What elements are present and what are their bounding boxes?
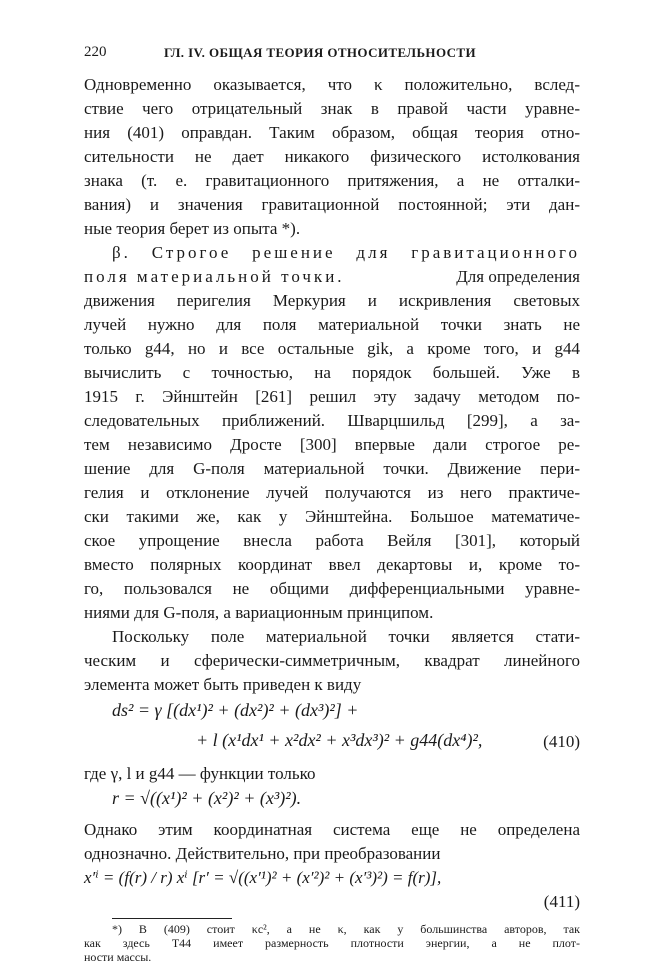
text-line: сительности не дает никакого физического истолкования [84, 147, 580, 166]
running-title: ГЛ. IV. ОБЩАЯ ТЕОРИЯ ОТНОСИТЕЛЬНОСТИ [164, 45, 476, 60]
text-line: движения перигелия Меркурия и искривления световых [84, 291, 580, 310]
text-line: 1915 г. Эйнштейн [261] решил эту задачу методом по- [84, 387, 580, 406]
text-line: однозначно. Действительно, при преобразовании [84, 844, 441, 863]
text-line: ния (401) оправдан. Таким образом, общая теория отно- [84, 123, 580, 142]
equation-number: (411) [543, 892, 580, 911]
text-line: Однако этим координатная система еще не определена [84, 820, 580, 839]
text-line: вместо полярных координат ввел декартовы и, кроме то- [84, 555, 580, 574]
text-line: лучей нужно для поля материальной точки знать не [84, 315, 580, 334]
text-line: где γ, l и g44 — функции только [84, 764, 316, 783]
text-line: шение для G-поля материальной точки. Движение пери- [84, 459, 580, 478]
text-line: Поскольку поле материальной точки является стати- [112, 627, 580, 646]
section-heading-cont: поля материальной точки. [84, 267, 345, 286]
footnote-rule [112, 918, 232, 919]
text-line: знака (т. е. гравитационного притяжения, а не отталки- [84, 171, 580, 190]
text-line: вания) и значения гравитационной постоянной; эти дан- [84, 195, 580, 214]
text-fragment: Для определения [456, 267, 580, 286]
equation-line: ds² = γ [(dx¹)² + (dx²)² + (dx³)²] + [112, 700, 359, 720]
text-line: только g44, но и все остальные gik, а кроме того, и g44 [84, 339, 580, 358]
text-line: вычислить с точностью, на порядок большей. Уже в [84, 363, 580, 382]
text-line: тем независимо Дросте [300] впервые дали строгое ре- [84, 435, 580, 454]
text-line: элемента может быть приведен к виду [84, 675, 362, 694]
equation-number: (410) [543, 732, 580, 751]
equation-r: r = √((x¹)² + (x²)² + (x³)²). [112, 788, 302, 808]
text-line: гелия и отклонение лучей получаются из него практиче- [84, 483, 580, 502]
equation-line: + l (x¹dx¹ + x²dx² + x³dx³)² + g44(dx⁴)², [196, 730, 483, 750]
footnote-line: *) В (409) стоит κc², а не κ, как у большинства авторов, так [112, 922, 580, 936]
text-line: ниями для G-поля, а вариационным принципом. [84, 603, 434, 622]
text-line: ски такими же, как у Эйнштейна. Большое математиче- [84, 507, 580, 526]
text-line: ское упрощение внесла работа Вейля [301], который [84, 531, 580, 550]
text-line [84, 265, 580, 289]
text-line: ствие чего отрицательный знак в правой части уравне- [84, 99, 580, 118]
text-line: ческим и сферически-симметричным, квадрат линейного [84, 651, 580, 670]
text-line: ные теория берет из опыта *). [84, 219, 301, 238]
page-header [84, 44, 580, 66]
text-line: Одновременно оказывается, что κ положительно, вслед- [84, 75, 580, 94]
footnote-line: как здесь T44 имеет размерность плотности энергии, а не плот- [84, 936, 580, 950]
footnote-line: ности массы. [84, 950, 152, 964]
text-line: го, пользовался не общими дифференциальными уравне- [84, 579, 580, 598]
page-number: 220 [84, 44, 107, 60]
text-line: следовательных приближений. Шварцшильд [299], а за- [84, 411, 580, 430]
section-heading: β. Строгое решение для гравитационного [112, 243, 580, 262]
equation-line: x′ⁱ = (f(r) / r) xⁱ [r′ = √((x′¹)² + (x′²)² + (x′³)²) = f(r)], [84, 868, 442, 887]
